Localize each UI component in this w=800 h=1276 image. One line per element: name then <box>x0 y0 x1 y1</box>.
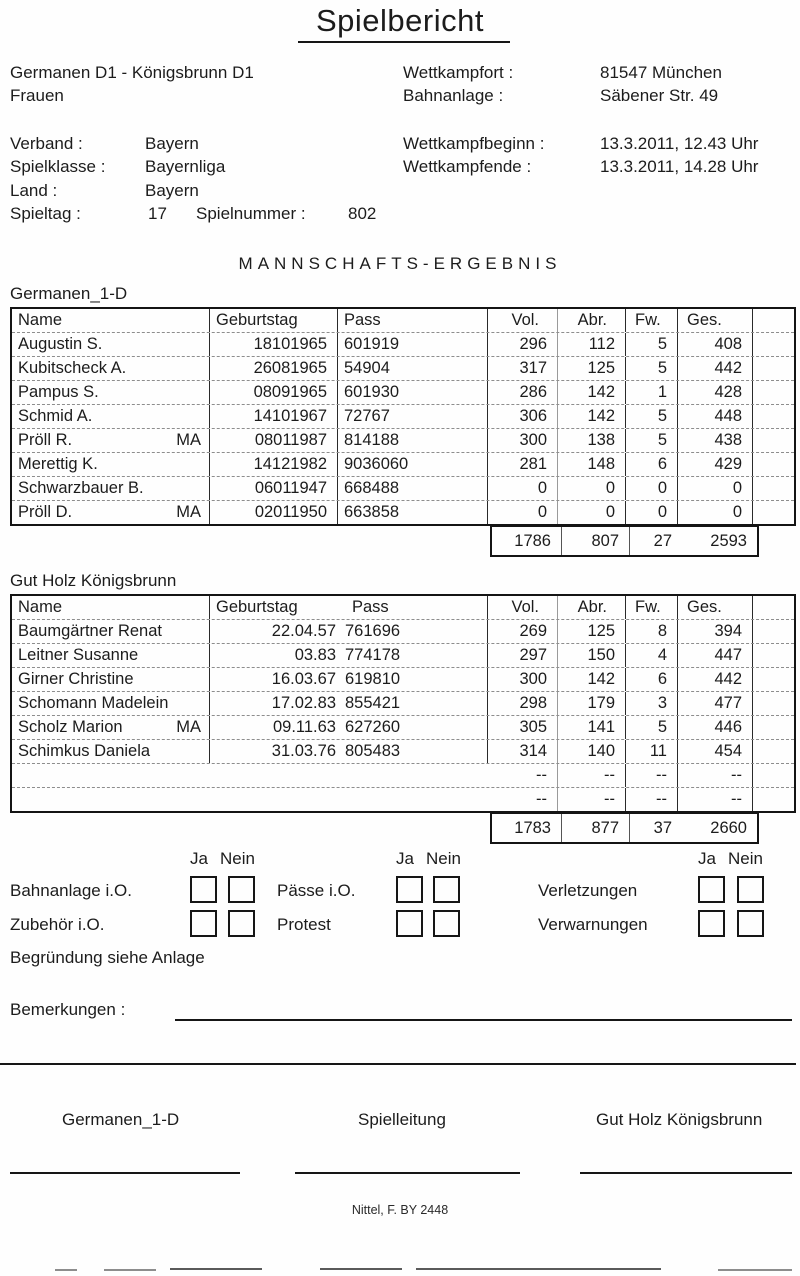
wettkampfbeginn-label: Wettkampfbeginn : <box>403 134 545 153</box>
checkbox-paesse-ja <box>396 876 423 903</box>
cell-pass: 601919 <box>338 333 488 356</box>
land-value: Bayern <box>145 181 199 200</box>
cell-geburtstag: 08011987 <box>210 429 338 452</box>
col-name: Name <box>12 309 210 332</box>
col-name: Name <box>12 596 210 619</box>
cell-geburtstag: 14121982 <box>210 453 338 476</box>
separator-line <box>0 1063 796 1065</box>
cell-fw: -- <box>626 764 678 787</box>
total-vol: 1786 <box>492 527 562 555</box>
cell-ges: 454 <box>678 740 753 763</box>
signature-label-home: Germanen_1-D <box>62 1110 180 1129</box>
cell-name: Kubitscheck A. <box>12 357 210 380</box>
cell-fw: 5 <box>626 357 678 380</box>
cell-fw: 0 <box>626 477 678 500</box>
table-row <box>12 644 794 668</box>
cell-fw: 3 <box>626 692 678 715</box>
table-row <box>12 357 794 381</box>
ja-nein-header: Ja Nein <box>190 849 255 868</box>
cell-geburtstag-pass: 03.83 774178 <box>210 644 488 667</box>
cell-abr: 125 <box>558 357 626 380</box>
table-row-empty <box>12 788 794 811</box>
cell-ges: 438 <box>678 429 753 452</box>
table-row <box>12 668 794 692</box>
checkbox-paesse-nein <box>433 876 460 903</box>
spielklasse-label: Spielklasse : <box>10 157 106 176</box>
verband-value: Bayern <box>145 134 199 153</box>
table-row <box>12 381 794 405</box>
total-fw: 37 <box>653 819 672 837</box>
cell-vol: 281 <box>488 453 558 476</box>
begruendung-note: Begründung siehe Anlage <box>10 948 205 967</box>
checkbox-label-zubehoer: Zubehör i.O. <box>10 915 105 934</box>
cell-fw: 0 <box>626 501 678 524</box>
cell-abr: 142 <box>558 668 626 691</box>
ja-nein-header: Ja Nein <box>698 849 763 868</box>
cell-name: Scholz Marion MA <box>12 716 210 739</box>
cell-fw: 1 <box>626 381 678 404</box>
cell-fw: 8 <box>626 620 678 643</box>
cell-geburtstag-pass: 17.02.83 855421 <box>210 692 488 715</box>
signature-label-guest: Gut Holz Königsbrunn <box>596 1110 763 1129</box>
cell-geburtstag-pass: 31.03.76 805483 <box>210 740 488 763</box>
checkbox-verwarnungen-nein <box>737 910 764 937</box>
section-title: MANNSCHAFTS-ERGEBNIS <box>238 254 562 273</box>
cell-vol: 286 <box>488 381 558 404</box>
checkbox-label-paesse: Pässe i.O. <box>277 881 356 900</box>
table-row <box>12 716 794 740</box>
checkbox-label-verletzungen: Verletzungen <box>538 881 638 900</box>
scan-artifact-line <box>416 1268 661 1270</box>
total-ges: 2593 <box>710 532 747 550</box>
checkbox-verletzungen-nein <box>737 876 764 903</box>
cell-geburtstag-pass: 09.11.63 627260 <box>210 716 488 739</box>
cell-geburtstag: 18101965 <box>210 333 338 356</box>
cell-geburtstag: 06011947 <box>210 477 338 500</box>
ma-badge: MA <box>176 431 201 449</box>
checkbox-zubehoer-ja <box>190 910 217 937</box>
table-row <box>12 477 794 501</box>
wettkampfende-label: Wettkampfende : <box>403 157 532 176</box>
cell-geburtstag: 26081965 <box>210 357 338 380</box>
cell-vol: 298 <box>488 692 558 715</box>
table-row <box>12 429 794 453</box>
team2-name: Gut Holz Königsbrunn <box>10 571 177 590</box>
col-fw: Fw. <box>626 309 678 332</box>
cell-pass: 814188 <box>338 429 488 452</box>
signature-line-spielleitung <box>295 1172 520 1174</box>
cell-ges: 394 <box>678 620 753 643</box>
col-pass: Pass <box>338 309 488 332</box>
cell-vol: 296 <box>488 333 558 356</box>
cell-ges: 448 <box>678 405 753 428</box>
cell-abr: 0 <box>558 477 626 500</box>
total-abr: 807 <box>562 527 630 555</box>
footer-reference: Nittel, F. BY 2448 <box>351 1203 449 1217</box>
spielklasse-value: Bayernliga <box>145 157 226 176</box>
cell-ges: -- <box>678 764 753 787</box>
col-abr: Abr. <box>558 596 626 619</box>
cell-fw: 11 <box>626 740 678 763</box>
table-row-empty <box>12 764 794 788</box>
cell-ges: 442 <box>678 668 753 691</box>
cell-abr: -- <box>558 764 626 787</box>
col-geburtstag: Geburtstag <box>216 598 298 616</box>
team1-header-row <box>12 309 794 333</box>
cell-name: Leitner Susanne <box>12 644 210 667</box>
spielnummer-value: 802 <box>348 204 377 223</box>
cell-pass: 54904 <box>338 357 488 380</box>
scan-artifact-line <box>170 1268 262 1270</box>
checkbox-bahnanlage-ja <box>190 876 217 903</box>
cell-name: Schwarzbauer B. <box>12 477 210 500</box>
cell-name: Schomann Madelein <box>12 692 210 715</box>
cell-vol: -- <box>488 764 558 787</box>
col-geburtstag-pass <box>210 596 488 619</box>
col-ges: Ges. <box>678 596 753 619</box>
cell-fw: 5 <box>626 405 678 428</box>
team2-table <box>10 594 796 813</box>
scan-artifact-line <box>320 1268 402 1270</box>
wettkampfort-label: Wettkampfort : <box>403 63 514 82</box>
cell-name: Pröll R. MA <box>12 429 210 452</box>
ja-nein-header: Ja Nein <box>396 849 461 868</box>
cell-abr: 0 <box>558 501 626 524</box>
total-ges: 2660 <box>710 819 747 837</box>
cell-geburtstag-pass: 22.04.57 761696 <box>210 620 488 643</box>
wettkampfende-value: 13.3.2011, 14.28 Uhr <box>600 157 759 176</box>
checkbox-label-verwarnungen: Verwarnungen <box>538 915 648 934</box>
cell-vol: -- <box>488 788 558 811</box>
cell-pass: 663858 <box>338 501 488 524</box>
cell-ges: 442 <box>678 357 753 380</box>
total-fw: 27 <box>653 532 672 550</box>
cell-ges: 447 <box>678 644 753 667</box>
cell-fw: 6 <box>626 453 678 476</box>
verband-label: Verband : <box>10 134 83 153</box>
cell-name: Pampus S. <box>12 381 210 404</box>
cell-vol: 0 <box>488 477 558 500</box>
table-row <box>12 501 794 524</box>
cell-ges: 429 <box>678 453 753 476</box>
scan-artifact-line <box>55 1269 77 1271</box>
col-pass: Pass <box>352 598 389 616</box>
bemerkungen-label: Bemerkungen : <box>10 1000 126 1019</box>
cell-fw: 6 <box>626 668 678 691</box>
team2-header-row <box>12 596 794 620</box>
cell-abr: 142 <box>558 405 626 428</box>
signature-line-guest <box>580 1172 792 1174</box>
cell-abr: -- <box>558 788 626 811</box>
cell-pass: 668488 <box>338 477 488 500</box>
col-geburtstag: Geburtstag <box>210 309 338 332</box>
cell-vol: 317 <box>488 357 558 380</box>
cell-name: Baumgärtner Renat <box>12 620 210 643</box>
table-row <box>12 740 794 764</box>
cell-vol: 306 <box>488 405 558 428</box>
spieltag-value: 17 <box>148 204 167 223</box>
cell-geburtstag: 14101967 <box>210 405 338 428</box>
cell-abr: 142 <box>558 381 626 404</box>
bahnanlage-value: Säbener Str. 49 <box>600 86 719 105</box>
checkbox-verletzungen-ja <box>698 876 725 903</box>
ma-badge: MA <box>176 718 201 736</box>
checkbox-label-protest: Protest <box>277 915 331 934</box>
bahnanlage-label: Bahnanlage : <box>403 86 504 105</box>
spielnummer-label: Spielnummer : <box>196 204 306 223</box>
cell-ges: 428 <box>678 381 753 404</box>
table-row <box>12 692 794 716</box>
cell-name: Pröll D. MA <box>12 501 210 524</box>
cell-ges: -- <box>678 788 753 811</box>
total-abr: 877 <box>562 814 630 842</box>
checkbox-protest-ja <box>396 910 423 937</box>
table-row <box>12 620 794 644</box>
cell-pass: 72767 <box>338 405 488 428</box>
wettkampfort-value: 81547 München <box>600 63 722 82</box>
table-row <box>12 405 794 429</box>
cell-abr: 125 <box>558 620 626 643</box>
cell-fw: 4 <box>626 644 678 667</box>
col-vol: Vol. <box>488 596 558 619</box>
cell-fw: 5 <box>626 716 678 739</box>
col-abr: Abr. <box>558 309 626 332</box>
checkbox-zubehoer-nein <box>228 910 255 937</box>
cell-name: Schimkus Daniela <box>12 740 210 763</box>
cell-geburtstag-pass: 16.03.67 619810 <box>210 668 488 691</box>
cell-abr: 150 <box>558 644 626 667</box>
checkbox-protest-nein <box>433 910 460 937</box>
wettkampfbeginn-value: 13.3.2011, 12.43 Uhr <box>600 134 759 153</box>
cell-pass: 601930 <box>338 381 488 404</box>
cell-name: Merettig K. <box>12 453 210 476</box>
cell-vol: 314 <box>488 740 558 763</box>
team1-totals-row <box>490 525 759 557</box>
cell-ges: 0 <box>678 501 753 524</box>
cell-vol: 0 <box>488 501 558 524</box>
cell-abr: 141 <box>558 716 626 739</box>
cell-abr: 138 <box>558 429 626 452</box>
cell-abr: 140 <box>558 740 626 763</box>
spieltag-label: Spieltag : <box>10 204 81 223</box>
cell-vol: 269 <box>488 620 558 643</box>
land-label: Land : <box>10 181 58 200</box>
cell-vol: 300 <box>488 668 558 691</box>
cell-abr: 148 <box>558 453 626 476</box>
cell-fw: 5 <box>626 429 678 452</box>
table-row <box>12 453 794 477</box>
cell-pass: 9036060 <box>338 453 488 476</box>
cell-abr: 179 <box>558 692 626 715</box>
cell-ges: 477 <box>678 692 753 715</box>
cell-ges: 0 <box>678 477 753 500</box>
checkbox-bahnanlage-nein <box>228 876 255 903</box>
scan-artifact-line <box>718 1269 792 1271</box>
team2-totals-row <box>490 812 759 844</box>
cell-geburtstag: 08091965 <box>210 381 338 404</box>
cell-name: Girner Christine <box>12 668 210 691</box>
cell-ges: 408 <box>678 333 753 356</box>
cell-vol: 305 <box>488 716 558 739</box>
cell-fw: -- <box>626 788 678 811</box>
cell-name: Augustin S. <box>12 333 210 356</box>
cell-name: Schmid A. <box>12 405 210 428</box>
cell-vol: 300 <box>488 429 558 452</box>
table-row <box>12 333 794 357</box>
col-ges: Ges. <box>678 309 753 332</box>
cell-abr: 112 <box>558 333 626 356</box>
checkbox-label-bahnanlage: Bahnanlage i.O. <box>10 881 132 900</box>
cell-ges: 446 <box>678 716 753 739</box>
signature-line-home <box>10 1172 240 1174</box>
match-category: Frauen <box>10 86 64 105</box>
match-title: Germanen D1 - Königsbrunn D1 <box>10 63 254 82</box>
cell-fw: 5 <box>626 333 678 356</box>
col-vol: Vol. <box>488 309 558 332</box>
checkbox-verwarnungen-ja <box>698 910 725 937</box>
bemerkungen-line <box>175 1019 792 1021</box>
ma-badge: MA <box>176 503 201 521</box>
scan-artifact-line <box>104 1269 156 1271</box>
team1-table <box>10 307 796 526</box>
team1-name: Germanen_1-D <box>10 284 128 303</box>
col-fw: Fw. <box>626 596 678 619</box>
title-underline <box>298 41 510 43</box>
page-title: Spielbericht <box>316 3 484 38</box>
total-vol: 1783 <box>492 814 562 842</box>
signature-label-spielleitung: Spielleitung <box>358 1110 446 1129</box>
cell-vol: 297 <box>488 644 558 667</box>
cell-geburtstag: 02011950 <box>210 501 338 524</box>
